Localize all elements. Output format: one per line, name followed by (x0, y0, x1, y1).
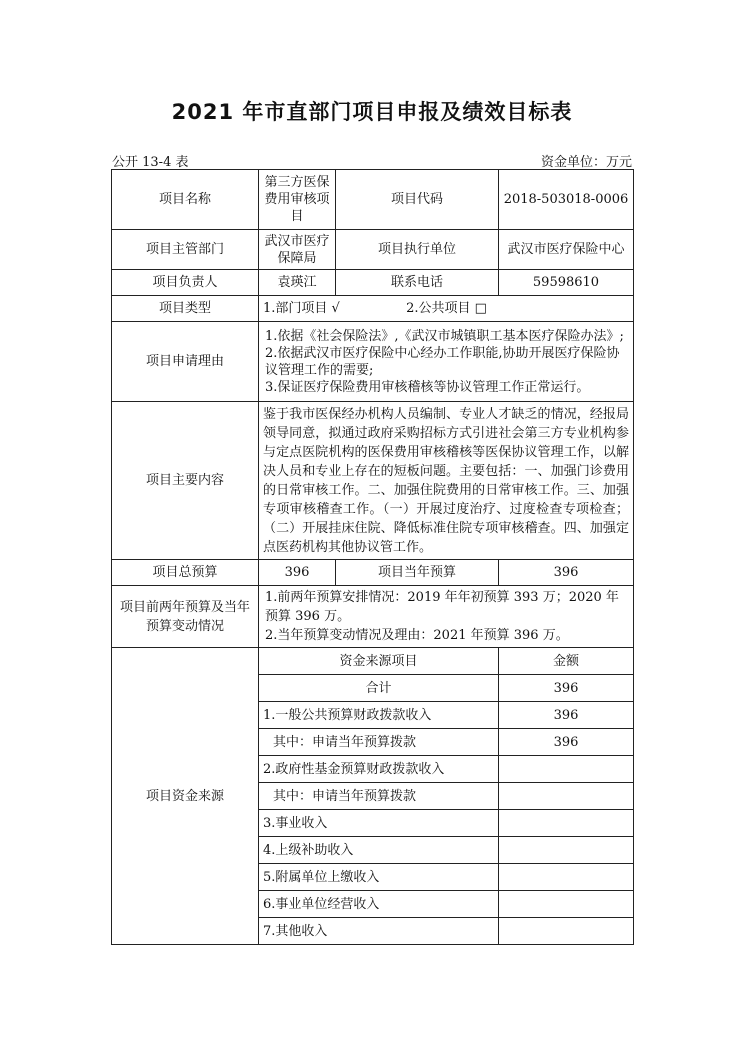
table-row (112, 648, 634, 675)
reason-line: 2.依据武汉市医疗保险中心经办工作职能,协助开展医疗保险协议管理工作的需要; (265, 345, 620, 378)
funding-label: 项目资金来源 (112, 648, 259, 945)
phone-label: 联系电话 (336, 270, 499, 296)
table-row (112, 322, 634, 402)
table-row (112, 170, 634, 230)
funding-item-amount (499, 864, 634, 891)
reason-line: 3.保证医疗保险费用审核稽核等协议管理工作正常运行。 (265, 379, 590, 395)
funding-item-name: 7.其他收入 (259, 918, 499, 945)
funding-item-name: 6.事业单位经营收入 (259, 891, 499, 918)
project-type-value (259, 296, 634, 322)
table-row (112, 586, 634, 648)
funding-item-amount (499, 918, 634, 945)
funding-item-name: 其中：申请当年预算拨款 (259, 783, 499, 810)
reason-label: 项目申请理由 (112, 322, 259, 402)
project-table (111, 169, 634, 945)
funding-item-amount: 396 (499, 702, 634, 729)
funding-item-amount (499, 837, 634, 864)
funding-item-amount (499, 891, 634, 918)
funding-item-name: 1.一般公共预算财政拨款收入 (259, 702, 499, 729)
reason-value (259, 322, 634, 402)
funding-item-name: 2.政府性基金预算财政拨款收入 (259, 756, 499, 783)
funding-item-name: 5.附属单位上缴收入 (259, 864, 499, 891)
currency-unit: 资金单位：万元 (540, 155, 632, 170)
leader-label: 项目负责人 (112, 270, 259, 296)
funding-item-name: 4.上级补助收入 (259, 837, 499, 864)
table-row (112, 402, 634, 560)
funding-item-amount (499, 783, 634, 810)
exec-unit-value: 武汉市医疗保险中心 (499, 230, 634, 270)
funding-item-name: 其中：申请当年预算拨款 (259, 729, 499, 756)
type-department: 1.部门项目 √ (263, 301, 340, 316)
content-value: 鉴于我市医保经办机构人员编制、专业人才缺乏的情况，经报局领导同意，拟通过政府采购招标方式引进社会第三方专业机构参与定点医院机构的医保费用审核稽核等医保协议管理工作，以解决人员和专业上存在的短板问题。主要包括：一、加强门诊费用的日常审核工作。二、加强住院费用的日常审核工作。三、加强专项审核稽查工作。（一）开展过度治疗、过度检查专项检查；（二）开展挂床住院、降低标准住院专项审核稽查。四、加强定点医药机构其他协议管工作。 (259, 402, 634, 560)
type-public: 2.公共项目 □ (406, 301, 487, 316)
leader-value: 袁瑛江 (259, 270, 336, 296)
total-budget-label: 项目总预算 (112, 560, 259, 586)
funding-item-amount (499, 810, 634, 837)
funding-item-name: 合计 (259, 675, 499, 702)
page-title: 2021 年市直部门项目申报及绩效目标表 (171, 100, 573, 124)
project-name-label: 项目名称 (112, 170, 259, 230)
table-row (112, 560, 634, 586)
funding-item-name: 3.事业收入 (259, 810, 499, 837)
budget-change-line: 1.前两年预算安排情况：2019 年年初预算 393 万；2020 年预算 396 万。 (265, 590, 619, 624)
funding-item-amount: 396 (499, 675, 634, 702)
project-code-value: 2018-503018-0006 (499, 170, 634, 230)
budget-change-value (259, 586, 634, 648)
dept-label: 项目主管部门 (112, 230, 259, 270)
project-type-label: 项目类型 (112, 296, 259, 322)
funding-amount-header: 金额 (499, 648, 634, 675)
table-row (112, 270, 634, 296)
dept-value: 武汉市医疗保障局 (259, 230, 336, 270)
table-row (112, 230, 634, 270)
year-budget-label: 项目当年预算 (336, 560, 499, 586)
funding-item-amount (499, 756, 634, 783)
total-budget-value: 396 (259, 560, 336, 586)
funding-source-header: 资金来源项目 (259, 648, 499, 675)
phone-value: 59598610 (499, 270, 634, 296)
budget-change-line: 2.当年预算变动情况及理由：2021 年预算 396 万。 (265, 628, 569, 643)
project-code-label: 项目代码 (336, 170, 499, 230)
year-budget-value: 396 (499, 560, 634, 586)
funding-item-amount: 396 (499, 729, 634, 756)
table-row (112, 296, 634, 322)
content-label: 项目主要内容 (112, 402, 259, 560)
form-number: 公开 13-4 表 (112, 155, 189, 170)
reason-line: 1.依据《社会保险法》,《武汉市城镇职工基本医疗保险办法》; (265, 328, 624, 344)
exec-unit-label: 项目执行单位 (336, 230, 499, 270)
project-name-value: 第三方医保费用审核项目 (259, 170, 336, 230)
budget-change-label: 项目前两年预算及当年预算变动情况 (112, 586, 259, 648)
